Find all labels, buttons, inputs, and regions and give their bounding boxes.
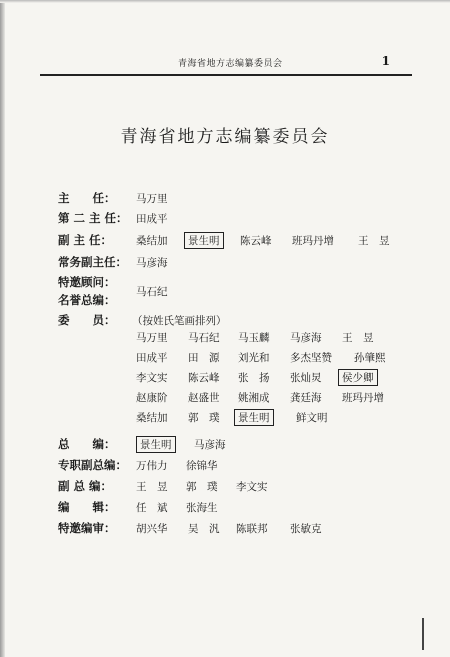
editor-name: 王 昱 <box>136 481 168 493</box>
member-name: 刘光和 <box>238 352 270 364</box>
page-number: 1 <box>381 54 390 68</box>
editor-label: 专职副总编： <box>58 458 127 472</box>
member-name: 龚廷海 <box>290 392 322 404</box>
member-name-boxed: 侯少卿 <box>338 369 378 386</box>
scan-shadow-top <box>0 0 450 3</box>
member-name: 孙肇熙 <box>354 352 386 364</box>
member-name: 田 源 <box>188 352 220 364</box>
member-name: 李文实 <box>136 372 168 384</box>
member-name: 王 昱 <box>342 332 374 344</box>
roster-label: 第 二 主 任： <box>58 211 128 225</box>
editor-label: 副 总 编： <box>58 479 113 493</box>
member-name: 班玛丹增 <box>342 392 384 404</box>
member-name: 陈云峰 <box>188 372 220 384</box>
member-name: 鲜文明 <box>296 412 328 424</box>
editor-label: 总 编： <box>58 437 116 451</box>
members-order-note: （按姓氏笔画排列） <box>132 315 227 327</box>
roster-label: 常务副主任： <box>58 255 127 269</box>
editor-name: 胡兴华 <box>136 523 168 535</box>
page-title: 青海省地方志编纂委员会 <box>120 127 330 147</box>
member-name-boxed: 景生明 <box>234 409 274 426</box>
roster-label: 副 主 任： <box>58 233 113 247</box>
editor-name: 徐锦华 <box>186 460 218 472</box>
editor-name: 郭 璞 <box>186 481 218 493</box>
member-name: 郭 璞 <box>188 412 220 424</box>
member-name: 田成平 <box>136 352 168 364</box>
editor-name: 陈联邦 <box>236 523 268 535</box>
member-name: 马玉麟 <box>238 332 270 344</box>
roster-name: 陈云峰 <box>240 235 272 247</box>
member-name: 张灿炅 <box>290 372 322 384</box>
roster-label: 委 员： <box>58 313 116 327</box>
member-name: 马万里 <box>136 332 168 344</box>
editor-name-boxed: 景生明 <box>136 436 176 453</box>
editor-name: 李文实 <box>236 481 268 493</box>
editor-name: 张海生 <box>186 502 218 514</box>
editor-label: 编 辑： <box>58 500 116 514</box>
member-name: 赵康阶 <box>136 392 168 404</box>
member-name: 多杰坚赞 <box>290 352 332 364</box>
editor-name: 马彦海 <box>194 439 226 451</box>
roster-label: 名誉总编： <box>58 293 116 307</box>
roster-name: 马石纪 <box>136 286 168 298</box>
member-name: 马彦海 <box>290 332 322 344</box>
roster-name: 马彦海 <box>136 257 168 269</box>
editor-name: 吴 汎 <box>188 523 220 535</box>
editor-name: 万伟力 <box>136 460 168 472</box>
editor-label: 特邀编审： <box>58 521 116 535</box>
roster-name: 班玛丹增 <box>292 235 334 247</box>
scan-shadow-left <box>0 0 5 657</box>
roster-name: 王 昱 <box>358 235 390 247</box>
roster-name: 桑结加 <box>136 235 168 247</box>
member-name: 赵盛世 <box>188 392 220 404</box>
editor-name: 任 斌 <box>136 502 168 514</box>
scan-mark <box>422 618 424 650</box>
header-title: 青海省地方志编纂委员会 <box>178 59 283 69</box>
member-name: 马石纪 <box>188 332 220 344</box>
member-name: 桑结加 <box>136 412 168 424</box>
roster-name-boxed: 景生明 <box>184 232 224 249</box>
roster-name: 田成平 <box>136 213 168 225</box>
roster-label: 主 任： <box>58 191 116 205</box>
roster-name: 马万里 <box>136 193 168 205</box>
member-name: 姚湘成 <box>238 392 270 404</box>
running-header <box>40 52 412 76</box>
member-name: 张 扬 <box>238 372 270 384</box>
roster-label: 特邀顾问： <box>58 275 116 289</box>
editor-name: 张敏克 <box>290 523 322 535</box>
